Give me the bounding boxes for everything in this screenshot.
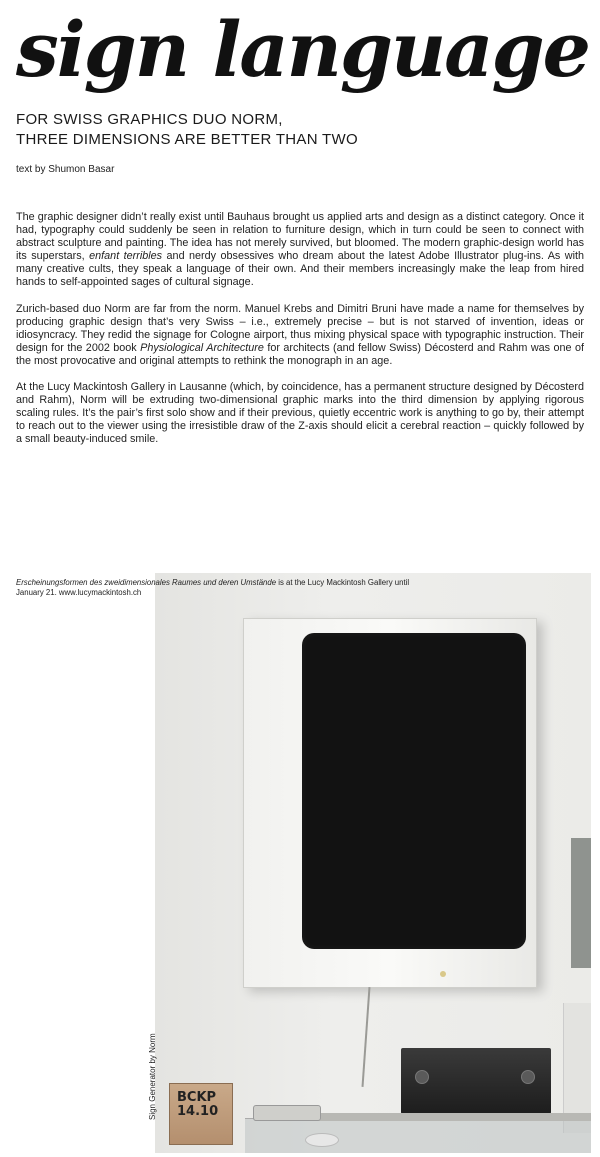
paragraph-2-text-b: for architects (and fellow Swiss) Décosterd and Rahm was one of the most provocative and original attempts to rethink the monograph in an age.: [16, 341, 584, 367]
indicator-light: [440, 971, 446, 977]
metal-shelf: [305, 1113, 591, 1121]
article-body: [16, 211, 584, 460]
byline-prefix: text by: [16, 164, 49, 175]
box-label-line-1: BCKP: [177, 1090, 217, 1105]
subhead-line-2: THREE DIMENSIONS ARE BETTER THAN TWO: [16, 131, 358, 148]
article-subhead: [16, 110, 576, 150]
sign-generator-photo: [155, 573, 591, 1153]
paragraph-1-text-b: and nerdy obsessives who dream about the latest Adobe Illustrator plug-ins. As with many creative cults, they speak a language of their own. And their members increasingly make the leap from hired hands to self-appointed sages of cultural signage.: [16, 250, 585, 289]
amp-knob-icon: [415, 1070, 429, 1084]
subhead-line-1: FOR SWISS GRAPHICS DUO NORM,: [16, 111, 283, 128]
paragraph-1: [16, 211, 584, 290]
exhibition-caption: [16, 578, 436, 598]
byline: [16, 164, 114, 175]
paragraph-2-text-a: Zurich-based duo Norm are far from the norm. Manuel Krebs and Dimitri Bruni have made a name for themselves by producing graphic design that’s very Swiss – i.e., extremely precise – but is not starved of invention, ideas or idiosyncracy. They redid the signage for Cologne airport, thus mixing physical space with typographic instruction. Their design for the 2002 book: [16, 302, 584, 354]
article-headline: sign language: [16, 5, 590, 94]
paragraph-1-text-a: The graphic designer didn’t really exist until Bauhaus brought us applied arts and design as a distinct category. Once it had, typography could suddenly be seen in relation to furniture design, which in turn could be seen to connect with abstract sculpture and painting. The idea has not merely survived, but bloomed. The modern graphic-design world has its superstars,: [16, 211, 584, 263]
photo-credit: Sign Generator by Norm: [148, 1033, 157, 1120]
compact-disc: [305, 1133, 339, 1147]
amp-knob-icon: [521, 1070, 535, 1084]
paragraph-3: At the Lucy Mackintosh Gallery in Lausanne (which, by coincidence, has a permanent structure designed by Décosterd and Rahm), Norm will be extruding two-dimensional graphic marks into the third dimension by applying rigorous scaling rules. It’s the pair’s first solo show and if their previous, quietly eccentric work is anything to go by, their attempt to reach out to the viewer using the irresistible draw of the Z-axis should elicit a cerebral reaction – quickly followed by a small beauty-induced smile.: [16, 381, 584, 446]
sign-screen: [302, 633, 526, 949]
amplifier: [401, 1048, 551, 1114]
desk-device: [253, 1105, 321, 1121]
box-label: [177, 1091, 218, 1119]
caption-details: is at the Lucy Mackintosh Gallery until January 21. www.lucymackintosh.ch: [16, 578, 410, 597]
paragraph-1-emphasis: enfant terribles: [89, 250, 163, 263]
wall-panel: [571, 838, 591, 968]
paragraph-2: [16, 303, 584, 368]
caption-title: Erscheinungsformen des zweidimensionales Raumes und deren Umstände: [16, 578, 277, 587]
byline-author: Shumon Basar: [48, 164, 115, 175]
box-label-line-2: 14.10: [177, 1104, 219, 1119]
sign-generator-cabinet: [243, 618, 537, 988]
glass-table: [245, 1118, 591, 1153]
paragraph-2-emphasis: Physiological Architecture: [140, 341, 264, 354]
